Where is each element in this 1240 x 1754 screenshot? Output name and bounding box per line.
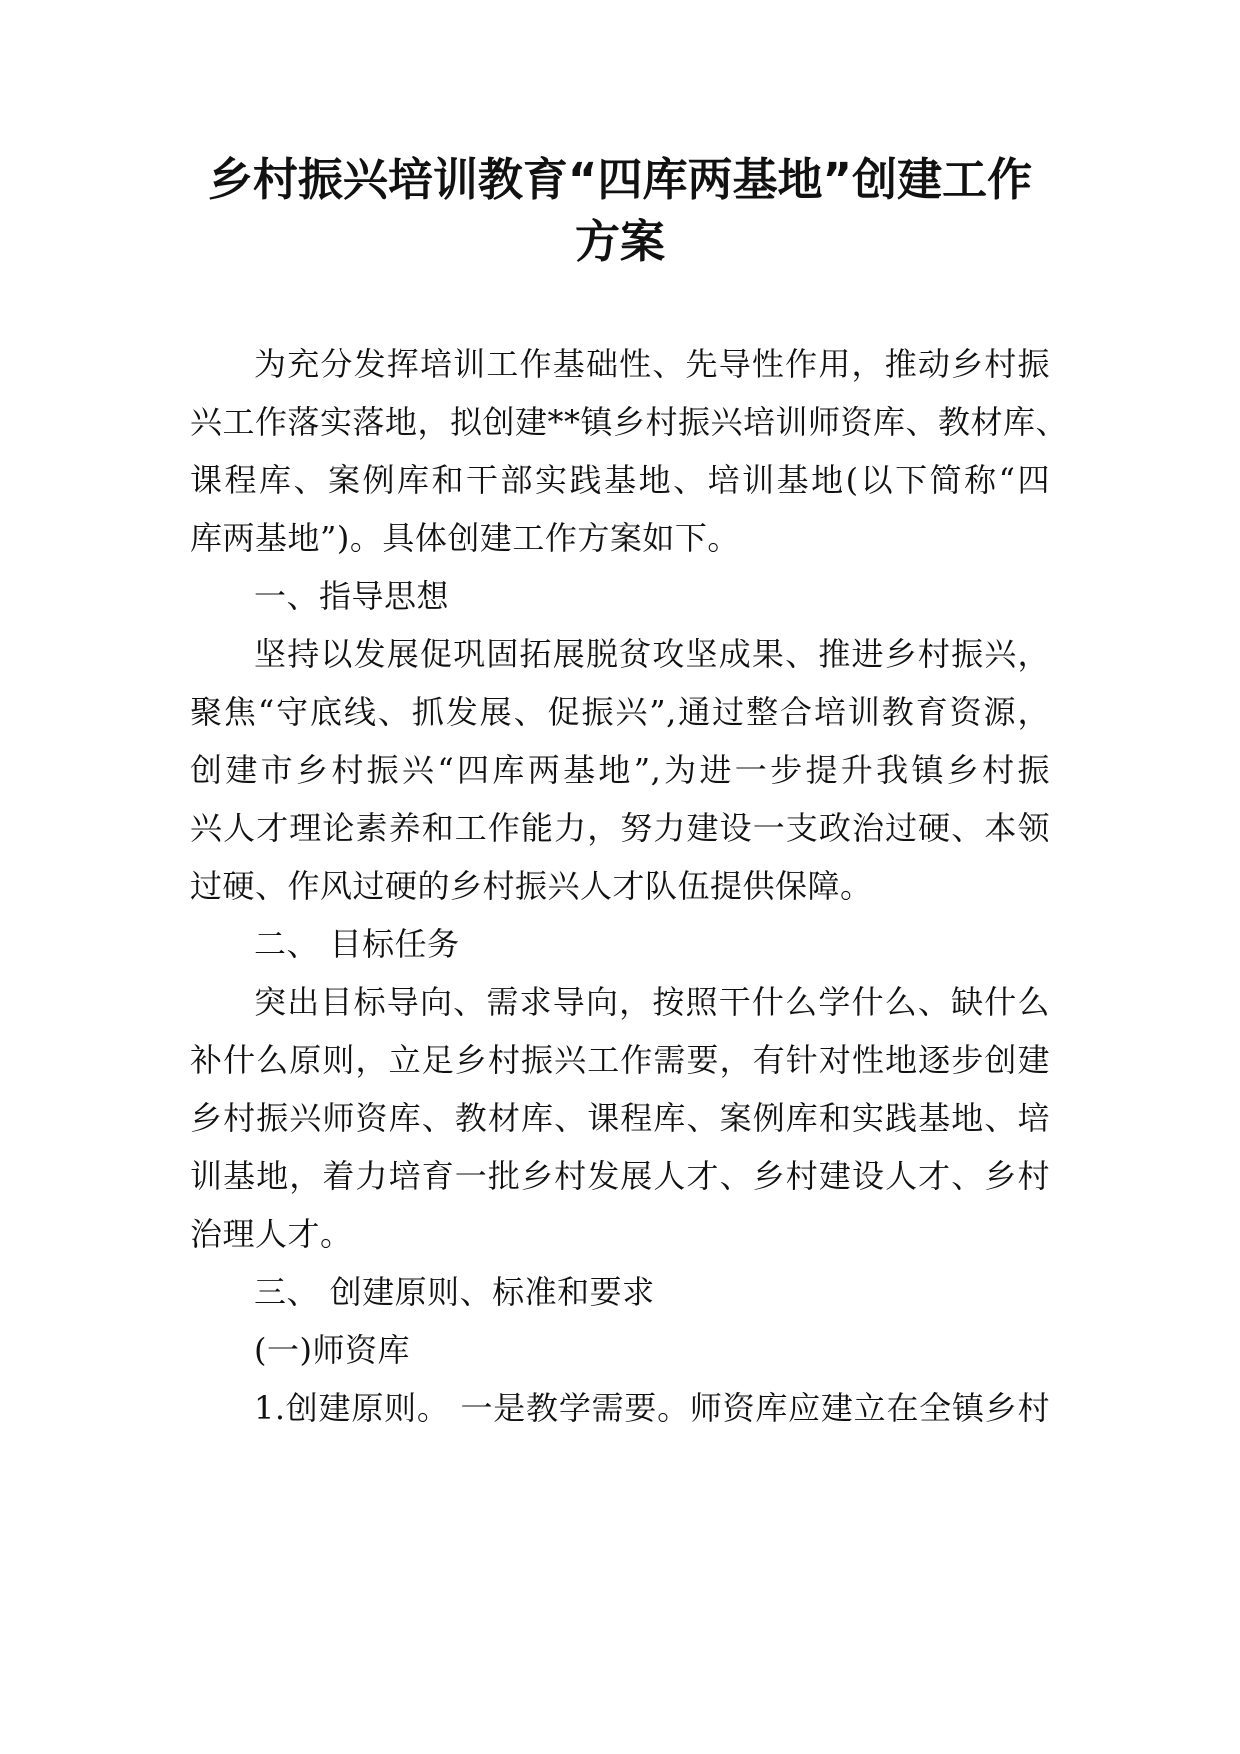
section-heading-1: 一、指导思想 — [254, 577, 450, 615]
paragraph-3-line-3: 乡村振兴师资库、教材库、课程库、案例库和实践基地、培 — [190, 1099, 1050, 1137]
paragraph-2-line-2: 聚焦“守底线、抓发展、促振兴”,通过整合培训教育资源， — [190, 693, 1050, 731]
paragraph-3-line-5: 治理人才。 — [190, 1215, 353, 1253]
paragraph-2-line-3: 创建市乡村振兴“四库两基地”,为进一步提升我镇乡村振 — [190, 751, 1050, 789]
section-heading-2: 二、 目标任务 — [254, 925, 460, 963]
paragraph-2-line-1: 坚持以发展促巩固拓展脱贫攻坚成果、推进乡村振兴， — [254, 635, 1050, 673]
paragraph-1-line-4: 库两基地”)。具体创建工作方案如下。 — [190, 519, 740, 557]
paragraph-4-line-1: 1.创建原则。 一是教学需要。师资库应建立在全镇乡村 — [254, 1389, 1050, 1427]
paragraph-3-line-1: 突出目标导向、需求导向，按照干什么学什么、缺什么 — [254, 983, 1050, 1021]
paragraph-1-line-3: 课程库、案例库和干部实践基地、培训基地(以下简称“四 — [190, 461, 1050, 499]
section-heading-3: 三、 创建原则、标准和要求 — [254, 1273, 655, 1311]
paragraph-1-line-2: 兴工作落实落地，拟创建**镇乡村振兴培训师资库、教材库、 — [190, 403, 1069, 441]
document-title-line-2: 方案 — [574, 215, 665, 268]
document-title-line-1: 乡村振兴培训教育“四库两基地”创建工作 — [207, 153, 1033, 206]
subsection-heading-1: (一)师资库 — [254, 1331, 410, 1369]
paragraph-3-line-4: 训基地，着力培育一批乡村发展人才、乡村建设人才、乡村 — [190, 1157, 1050, 1195]
paragraph-3-line-2: 补什么原则，立足乡村振兴工作需要，有针对性地逐步创建 — [190, 1041, 1050, 1079]
paragraph-2-line-5: 过硬、作风过硬的乡村振兴人才队伍提供保障。 — [190, 867, 873, 905]
paragraph-2-line-4: 兴人才理论素养和工作能力，努力建设一支政治过硬、本领 — [190, 809, 1050, 847]
paragraph-1-line-1: 为充分发挥培训工作基础性、先导性作用，推动乡村振 — [254, 345, 1050, 383]
